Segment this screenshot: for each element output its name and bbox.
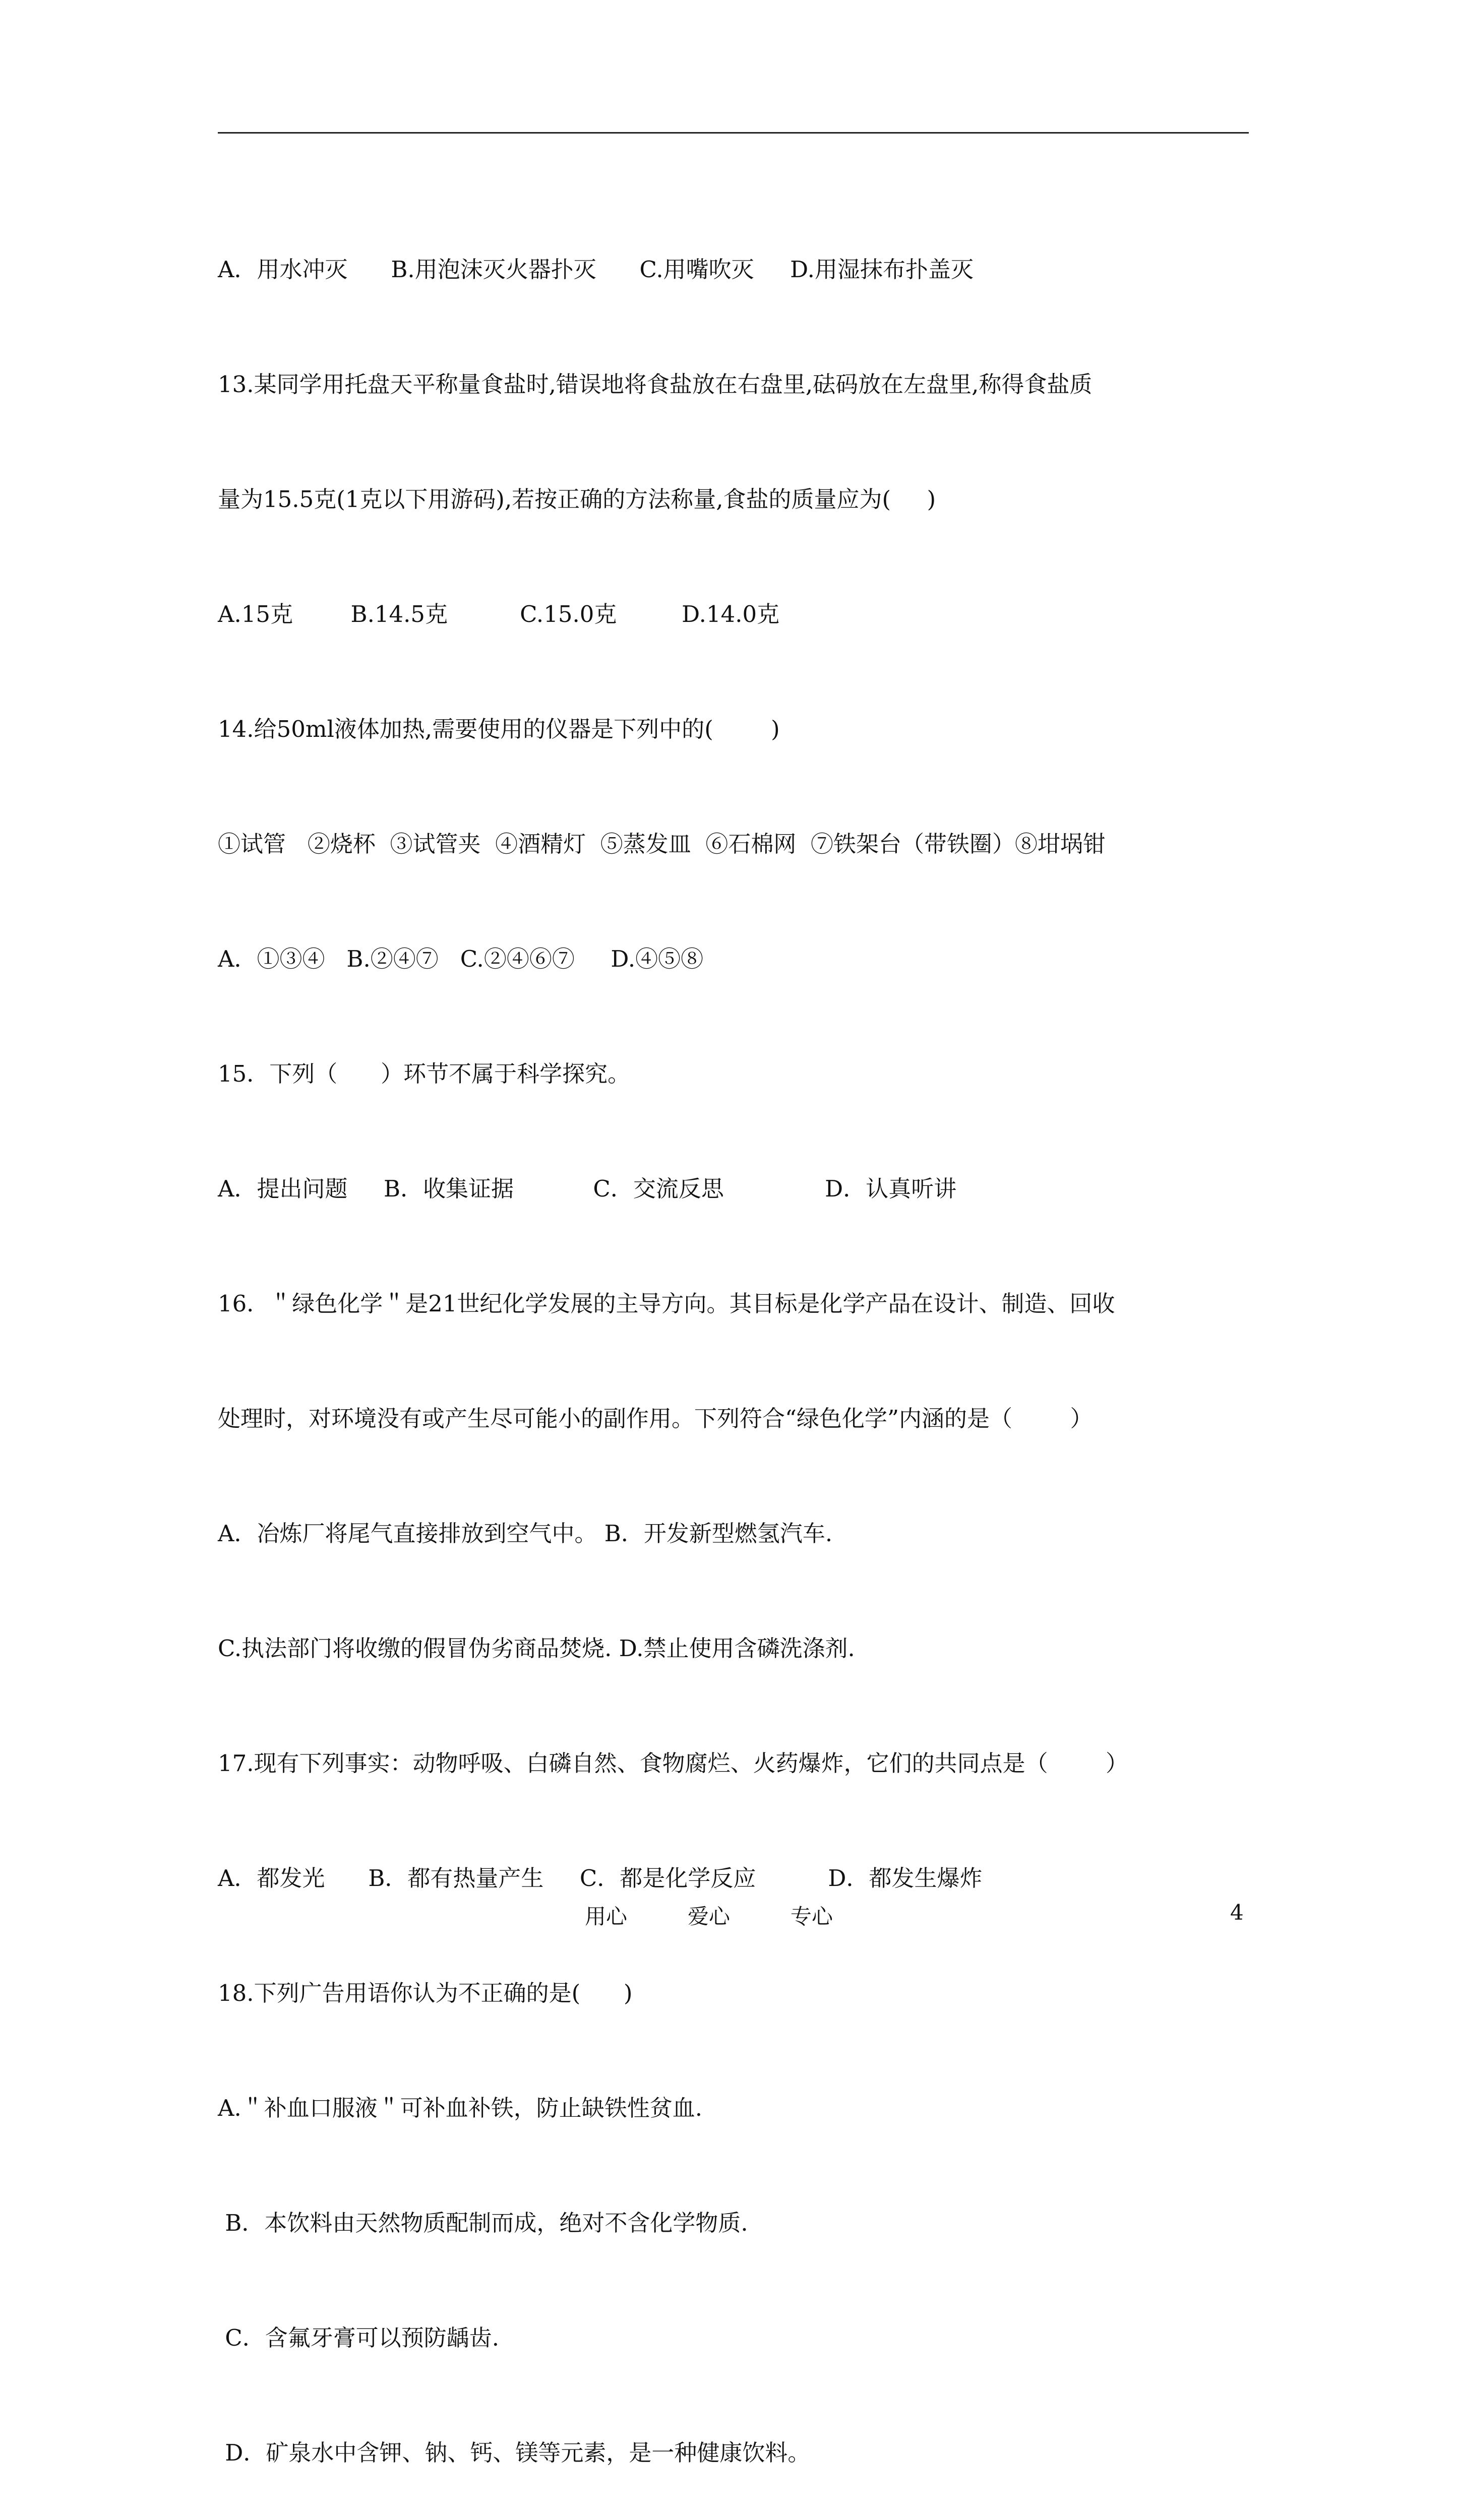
q16-stem-line2: 处理时，对环境没有或产生尽可能小的副作用。下列符合“绿色化学”内涵的是（ ） (218, 1405, 1093, 1432)
q14-instruments: ①试管 ②烧杯 ③试管夹 ④酒精灯 ⑤蒸发皿 ⑥石棉网 ⑦铁架台（带铁圈）⑧坩埚钳 (218, 831, 1106, 857)
q14-options: A．①③④ B.②④⑦ C.②④⑥⑦ D.④⑤⑧ (218, 946, 704, 972)
page-content (218, 174, 1327, 2520)
q13-options: A.15克 B.14.5克 C.15.0克 D.14.0克 (218, 601, 780, 627)
footer-motto: 用心 爱心 专心 (585, 1904, 833, 1929)
q16-options-ab: A．冶炼厂将尾气直接排放到空气中。 B．开发新型燃氢汽车. (218, 1520, 833, 1547)
q18-option-c: C．含氟牙膏可以预防龋齿. (218, 2324, 500, 2351)
q17-stem: 17.现有下列事实：动物呼吸、白磷自然、食物腐烂、火药爆炸，它们的共同点是（ ） (218, 1750, 1129, 1777)
q18-stem: 18.下列广告用语你认为不正确的是( ) (218, 1980, 633, 2006)
header-rule (218, 132, 1249, 134)
q16-options-cd: C.执法部门将收缴的假冒伪劣商品焚烧. D.禁止使用含磷洗涤剂. (218, 1635, 855, 1662)
q13-stem-line1: 13.某同学用托盘天平称量食盐时,错误地将食盐放在右盘里,砝码放在左盘里,称得食盐质 (218, 371, 1092, 398)
q15-options: A．提出问题 B．收集证据 C．交流反思 D．认真听讲 (218, 1175, 957, 1202)
q15-stem: 15．下列（ ）环节不属于科学探究。 (218, 1060, 631, 1087)
q18-option-b: B．本饮料由天然物质配制而成，绝对不含化学物质. (218, 2210, 748, 2236)
page-number: 4 (1230, 1900, 1244, 1925)
q16-stem-line1: 16．＂绿色化学＂是21世纪化学发展的主导方向。其目标是化学产品在设计、制造、回收 (218, 1290, 1115, 1317)
q18-option-a: A.＂补血口服液＂可补血补铁，防止缺铁性贫血. (218, 2095, 703, 2121)
q12-options: A．用水冲灭 B.用泡沫灭火器扑灭 C.用嘴吹灭 D.用湿抹布扑盖灭 (218, 256, 974, 283)
q13-stem-line2: 量为15.5克(1克以下用游码),若按正确的方法称量,食盐的质量应为( ) (218, 486, 936, 513)
q14-stem: 14.给50ml液体加热,需要使用的仪器是下列中的( ) (218, 716, 780, 742)
q17-options: A．都发光 B．都有热量产生 C．都是化学反应 D．都发生爆炸 (218, 1865, 983, 1892)
q18-option-d: D．矿泉水中含钾、钠、钙、镁等元素，是一种健康饮料。 (218, 2439, 811, 2466)
